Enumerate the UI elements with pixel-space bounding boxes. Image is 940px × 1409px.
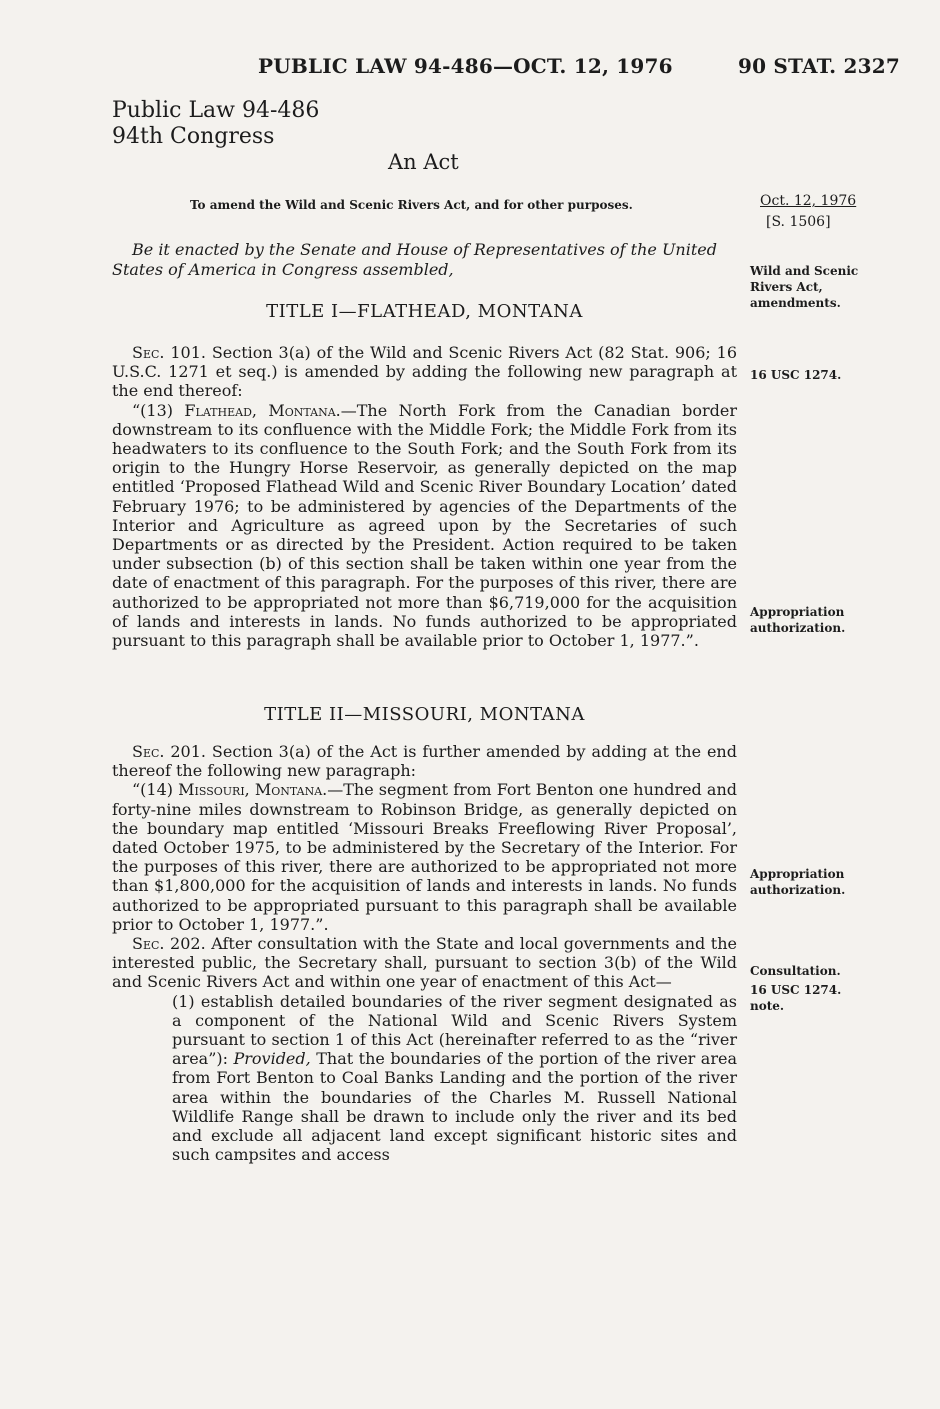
section-101-text: Section 3(a) of the Wild and Scenic Rivers Act (82 Stat. 906; 16 U.S.C. 1271 et seq.) is amended by adding the following new paragraph at the end thereof: [112,343,737,401]
paragraph-13 [112,401,737,651]
paragraph-14-number: “(14) [132,780,179,800]
paragraph-14-name: Missouri, Montana. [178,780,328,800]
margin-amendments-note: Wild and Scenic Rivers Act, amendments. [750,264,859,310]
paragraph-14-text: —The segment from Fort Benton one hundred and forty-nine miles downstream to Robinson Bridge, as generally depicted on the boundary map entitled ‘Missouri Breaks Freeflowing River Proposal’, dated October 1975, to be administered by the Secretary of the Interior. For the purposes of this river, there are authorized to be appropriated not more than $1,800,000 for the acquisition of lands and interests in lands. No funds authorized to be appropriated pursuant to this paragraph shall be available prior to October 1, 1977.”. [112,780,738,934]
section-101-label: Sec. 101. [132,343,206,362]
margin-bill-number: [S. 1506] [766,214,831,230]
margin-date: Oct. 12, 1976 [760,193,857,209]
item-1-text-b: That the boundaries of the portion of the river area from Fort Benton to Coal Banks Landing and the portion of the river area within the boundaries of the Charles M. Russell National Wildlife Range shall be drawn to include only the river and its bed and exclude all adjacent land except significant historic sites and such campsites and access [172,1049,737,1165]
margin-usc-1: 16 USC 1274. [750,368,842,382]
title-two-body [112,742,737,1164]
item-1-proviso: Provided, [233,1049,311,1069]
act-purpose: To amend the Wild and Scenic Rivers Act, and for other purposes. [190,198,633,212]
paragraph-13-number: “(13) [132,400,185,420]
congress-label: 94th Congress [112,124,275,149]
section-201-text: Section 3(a) of the Act is further amended by adding at the end thereof the following new paragraph: [112,742,737,781]
section-101 [112,343,737,401]
section-202-label: Sec. 202. [132,934,206,954]
enacting-clause: Be it enacted by the Senate and House of Representatives of the United States of America in Congress assembled, [112,240,717,279]
margin-consultation: Consultation. [750,964,841,978]
item-1-text-a: (1) establish detailed boundaries of the river segment designated as a component of the National Wild and Scenic Rivers System pursuant to section 1 of this Act (hereinafter referred to as the “river area”): [172,991,737,1069]
section-202-text: After consultation with the State and local governments and the interested public, the Secretary shall, pursuant to section 3(b) of the Wild and Scenic Rivers Act and within one year of enactment of this Act— [112,934,737,992]
act-heading: An Act [388,150,459,174]
margin-usc-2: 16 USC 1274. note. [750,983,842,1013]
margin-appropriation-1: Appropriation authorization. [750,605,846,635]
paragraph-14 [112,780,737,934]
section-201-label: Sec. 201. [132,742,207,761]
margin-appropriation-2: Appropriation authorization. [750,867,846,897]
section-201 [112,742,737,780]
title-two-heading: TITLE II—MISSOURI, MONTANA [264,704,585,725]
title-one-body [112,343,737,650]
paragraph-13-text: —The North Fork from the Canadian border downstream to its confluence with the Middle Fork; the Middle Fork from its headwaters to its confluence to the South Fork; and the South Fork from its origin to the Hungry Horse Reservoir, as generally depicted on the map entitled ‘Proposed Flathead Wild and Scenic River Boundary Location’ dated February 1976; to be administered by agencies of the Departments of the Interior and Agriculture as agreed upon by the Secretaries of such Departments or as directed by the President. Action required to be taken under subsection (b) of this section shall be taken within one year from the date of enactment of this paragraph. For the purposes of this river, there are authorized to be appropriated not more than $6,719,000 for the acquisition of lands and interests in lands. No funds authorized to be appropriated pursuant to this paragraph shall be available prior to October 1, 1977.”. [112,400,738,651]
section-202-item-1 [172,992,737,1165]
public-law-number: Public Law 94-486 [112,98,320,123]
running-header-left: PUBLIC LAW 94-486—OCT. 12, 1976 [258,54,673,78]
title-one-heading: TITLE I—FLATHEAD, MONTANA [266,301,583,322]
section-202 [112,934,737,992]
paragraph-13-name: Flathead, Montana. [184,400,341,420]
running-header-right: 90 STAT. 2327 [738,54,900,78]
